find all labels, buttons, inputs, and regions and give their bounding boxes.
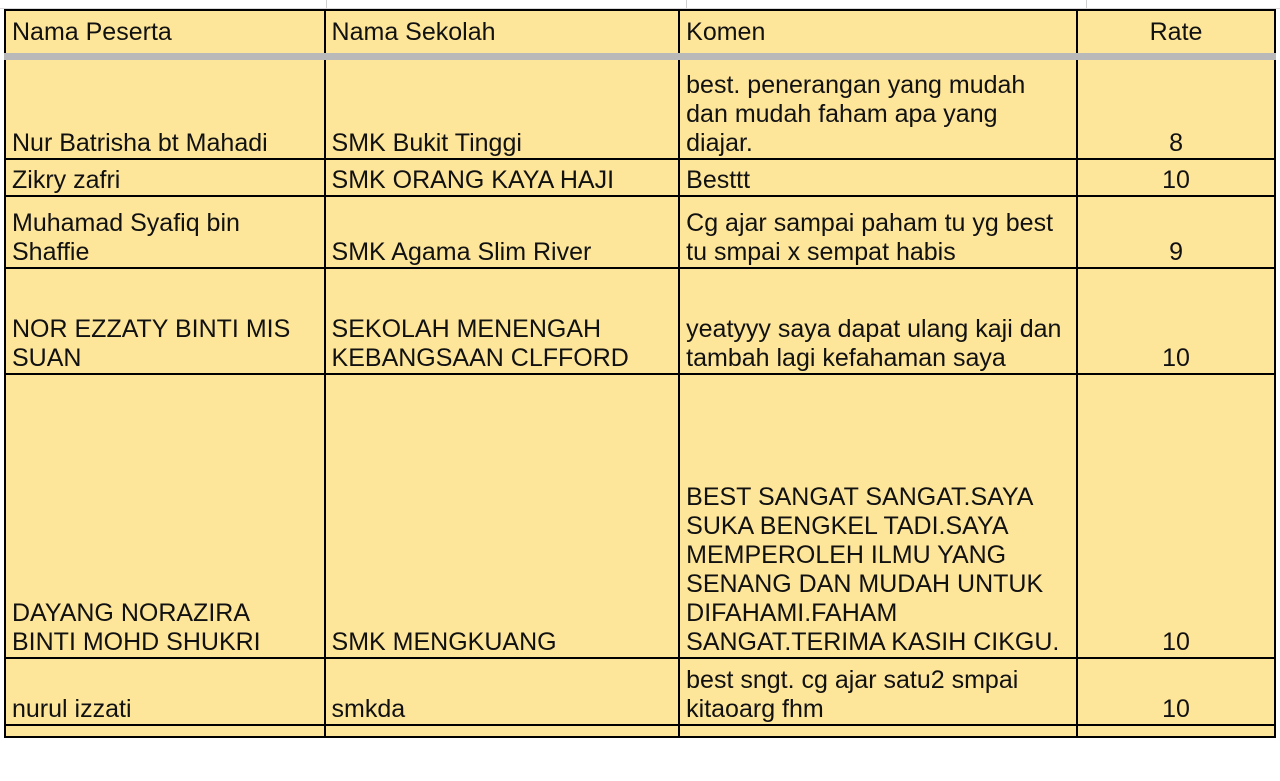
header-cell-name[interactable]: Nama Peserta <box>5 10 325 57</box>
table-row <box>5 196 1275 268</box>
table-row <box>5 268 1275 374</box>
cell-school[interactable]: SMK Bukit Tinggi <box>325 57 680 160</box>
cell-empty[interactable] <box>325 725 680 737</box>
column-header-strip <box>0 0 1280 9</box>
cell-rate[interactable]: 10 <box>1077 374 1275 658</box>
cell-name[interactable]: Zikry zafri <box>5 159 325 196</box>
cell-school[interactable]: SMK MENGKUANG <box>325 374 680 658</box>
header-cell-comment[interactable]: Komen <box>679 10 1077 57</box>
cell-comment[interactable]: Besttt <box>679 159 1077 196</box>
header-cell-rate[interactable]: Rate <box>1077 10 1275 57</box>
participant-feedback-table <box>4 9 1276 738</box>
cell-comment[interactable]: Cg ajar sampai paham tu yg best tu smpai x sempat habis <box>679 196 1077 268</box>
cell-rate[interactable]: 10 <box>1077 268 1275 374</box>
cell-empty[interactable] <box>1077 725 1275 737</box>
cell-name[interactable]: Nur Batrisha bt Mahadi <box>5 57 325 160</box>
cell-name[interactable]: nurul izzati <box>5 658 325 725</box>
cell-rate[interactable]: 9 <box>1077 196 1275 268</box>
cell-school[interactable]: smkda <box>325 658 680 725</box>
column-divider <box>326 0 327 8</box>
cell-name[interactable]: DAYANG NORAZIRA BINTI MOHD SHUKRI <box>5 374 325 658</box>
cell-comment[interactable]: best. penerangan yang mudah dan mudah faham apa yang diajar. <box>679 57 1077 160</box>
table-row <box>5 57 1275 160</box>
header-row <box>5 10 1275 57</box>
cell-rate[interactable]: 8 <box>1077 57 1275 160</box>
table-row <box>5 374 1275 658</box>
cell-school[interactable]: SMK Agama Slim River <box>325 196 680 268</box>
table-row-partial <box>5 725 1275 737</box>
cell-school[interactable]: SEKOLAH MENENGAH KEBANGSAAN CLFFORD <box>325 268 680 374</box>
column-divider <box>686 0 687 8</box>
cell-rate[interactable]: 10 <box>1077 658 1275 725</box>
cell-empty[interactable] <box>5 725 325 737</box>
header-cell-school[interactable]: Nama Sekolah <box>325 10 680 57</box>
cell-comment[interactable]: best sngt. cg ajar satu2 smpai kitaoarg fhm <box>679 658 1077 725</box>
cell-comment[interactable]: yeatyyy saya dapat ulang kaji dan tambah lagi kefahaman saya <box>679 268 1077 374</box>
cell-name[interactable]: Muhamad Syafiq bin Shaffie <box>5 196 325 268</box>
cell-rate[interactable]: 10 <box>1077 159 1275 196</box>
cell-comment[interactable]: BEST SANGAT SANGAT.SAYA SUKA BENGKEL TADI.SAYA MEMPEROLEH ILMU YANG SENANG DAN MUDAH UNTUK DIFAHAMI.FAHAM SANGAT.TERIMA KASIH CIKGU. <box>679 374 1077 658</box>
table-row <box>5 159 1275 196</box>
cell-empty[interactable] <box>679 725 1077 737</box>
cell-name[interactable]: NOR EZZATY BINTI MIS SUAN <box>5 268 325 374</box>
column-divider <box>1086 0 1087 8</box>
table-row <box>5 658 1275 725</box>
cell-school[interactable]: SMK ORANG KAYA HAJI <box>325 159 680 196</box>
